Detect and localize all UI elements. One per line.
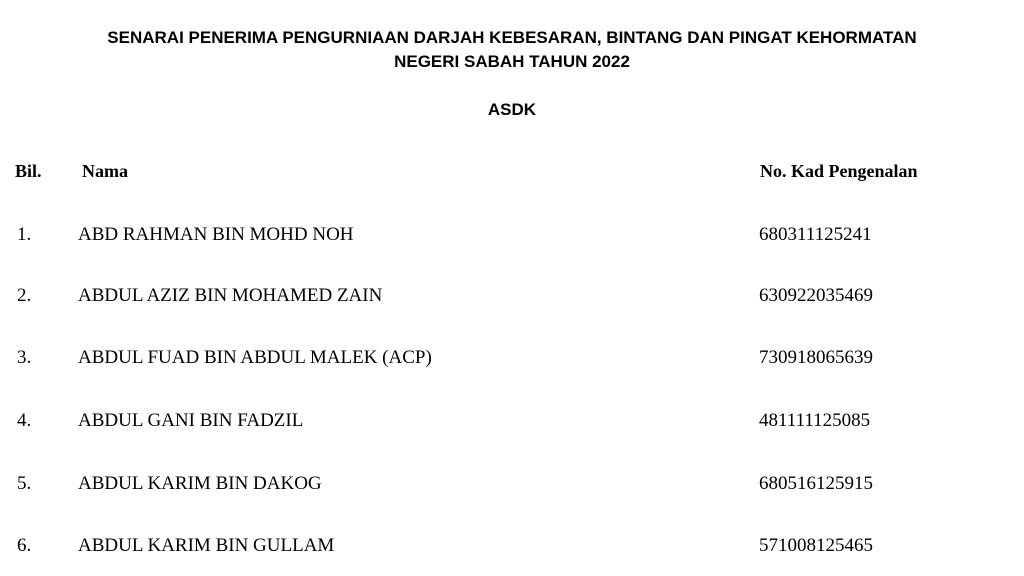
row-number: 1. xyxy=(17,224,32,245)
row-name: ABDUL AZIZ BIN MOHAMED ZAIN xyxy=(78,285,383,306)
document-title-line-1: SENARAI PENERIMA PENGURNIAAN DARJAH KEBESARAN, BINTANG DAN PINGAT KEHORMATAN xyxy=(107,28,917,47)
column-header-nama: Nama xyxy=(82,161,128,181)
table-row xyxy=(0,533,1024,559)
row-number: 5. xyxy=(17,473,32,494)
row-name: ABDUL KARIM BIN GULLAM xyxy=(78,535,335,556)
row-ic-number: 630922035469 xyxy=(759,285,873,306)
table-row xyxy=(0,283,1024,309)
row-number: 2. xyxy=(17,285,32,306)
section-heading: ASDK xyxy=(487,100,537,119)
row-name: ABDUL KARIM BIN DAKOG xyxy=(78,473,322,494)
table-row xyxy=(0,345,1024,371)
row-name: ABDUL FUAD BIN ABDUL MALEK (ACP) xyxy=(78,347,432,368)
table-row xyxy=(0,408,1024,434)
row-ic-number: 481111125085 xyxy=(759,410,871,431)
column-header-bil: Bil. xyxy=(15,161,42,181)
table-row xyxy=(0,471,1024,497)
row-ic-number: 680311125241 xyxy=(759,224,872,245)
row-ic-number: 730918065639 xyxy=(759,347,873,368)
row-number: 3. xyxy=(17,347,32,368)
row-name: ABD RAHMAN BIN MOHD NOH xyxy=(78,224,354,245)
document-title-line-2: NEGERI SABAH TAHUN 2022 xyxy=(394,52,630,71)
table-row xyxy=(0,222,1024,248)
row-ic-number: 680516125915 xyxy=(759,473,873,494)
row-name: ABDUL GANI BIN FADZIL xyxy=(78,410,304,431)
column-header-ic: No. Kad Pengenalan xyxy=(760,161,918,181)
row-number: 6. xyxy=(17,535,32,556)
row-ic-number: 571008125465 xyxy=(759,535,873,556)
row-number: 4. xyxy=(17,410,32,431)
